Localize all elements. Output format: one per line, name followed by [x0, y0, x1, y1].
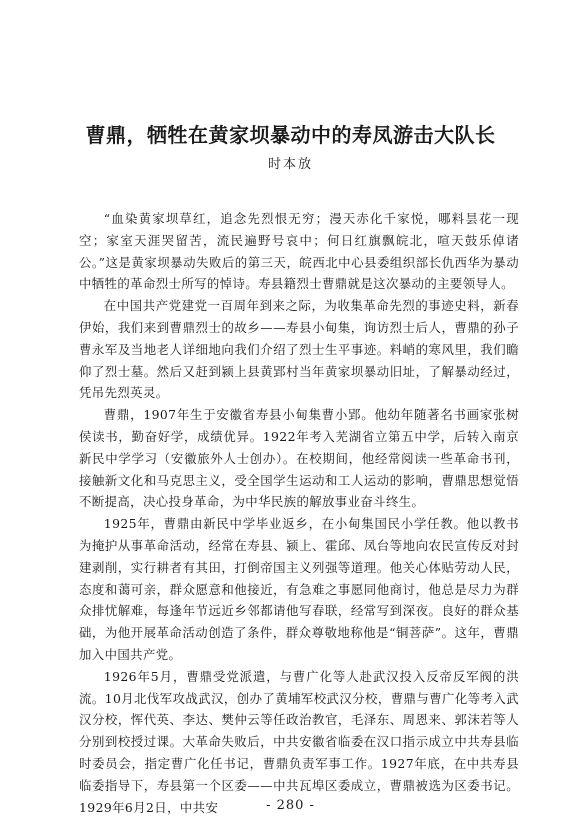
- article-author: 时本放: [267, 157, 313, 172]
- body-paragraph: 曹鼎，1907年生于安徽省寿县小甸集曹小郢。他幼年随著名书画家张树侯读书，勤奋好学，成绩优异。1922年考入芜湖省立第五中学，后转入南京新民中学学习（安徽旅外人士创办）。在校期间，他经常阅读一些革命书刊，接触新文化和马克思主义，受全国学生运动和工人运动的影响，曹鼎思想觉悟不断提高，决心投身革命，为中华民族的解放事业奋斗终生。: [79, 407, 519, 510]
- body-paragraph: “血染黄家坝草红，追念先烈恨无穷；漫天赤化千家悦，哪料昙花一现空；家室天涯哭留苦，流民遍野号哀中；何日红旗飘皖北，喧天鼓乐倬诸公。”这是黄家坝暴动失败后的第三天，皖西北中心县委组织部长仇西华为暴动中牺牲的革命烈士所写的悼诗。寿县籍烈士曹鼎就是这次暴动的主要领导人。: [79, 211, 519, 292]
- body-paragraph: 在中国共产党建党一百周年到来之际，为收集革命先烈的事迹史料，新春伊始，我们来到曹鼎烈士的故乡——寿县小甸集，询访烈士后人，曹鼎的孙子曹永军及当地老人详细地向我们介绍了烈士生平事迹。料峭的寒风里，我们瞻仰了烈士墓。然后又赶到颍上县黄郢村当年黄家坝暴动旧址，了解暴动经过，凭吊先烈英灵。: [79, 298, 519, 401]
- article-title: 曹鼎，牺牲在黄家坝暴动中的寿凤游击大队长: [85, 123, 496, 147]
- body-paragraph: 1926年5月，曹鼎受党派遣，与曹广化等人赴武汉投入反帝反军阀的洪流。10月北伐军攻战武汉，创办了黄埔军校武汉分校，曹鼎与曹广化等考入武汉分校，恽代英、李达、樊仲云等任政治教官，毛泽东、周恩来、郭沫若等人分别到校授过课。大革命失败后，中共安徽省临委在汉口指示成立中共寿县临时委员会，指定曹广化任书记，曹鼎负责军事工作。1927年底，在中共寿县临委指导下，寿县第一个区委——中共瓦埠区委成立，曹鼎被选为区委书记。1929年6月2日，中共安: [79, 668, 519, 815]
- page-number: - 280 -: [266, 798, 315, 813]
- body-paragraph: 1925年，曹鼎由新民中学毕业返乡，在小甸集国民小学任教。他以教书为掩护从事革命活动，经常在寿县、颍上、霍邱、凤台等地向农民宣传反对封建剥削，实行耕者有其田，打倒帝国主义列强等道理。他关心体贴劳动人民，态度和蔼可亲，群众愿意和他接近，有急难之事愿同他商讨，他总是尽力为群众排忧解难，每逢年节远近乡邻都请他写春联，经常写到深夜。良好的群众基础，为他开展革命活动创造了条件，群众尊敬地称他是“铜菩萨”。这年，曹鼎加入中国共产党。: [79, 516, 519, 662]
